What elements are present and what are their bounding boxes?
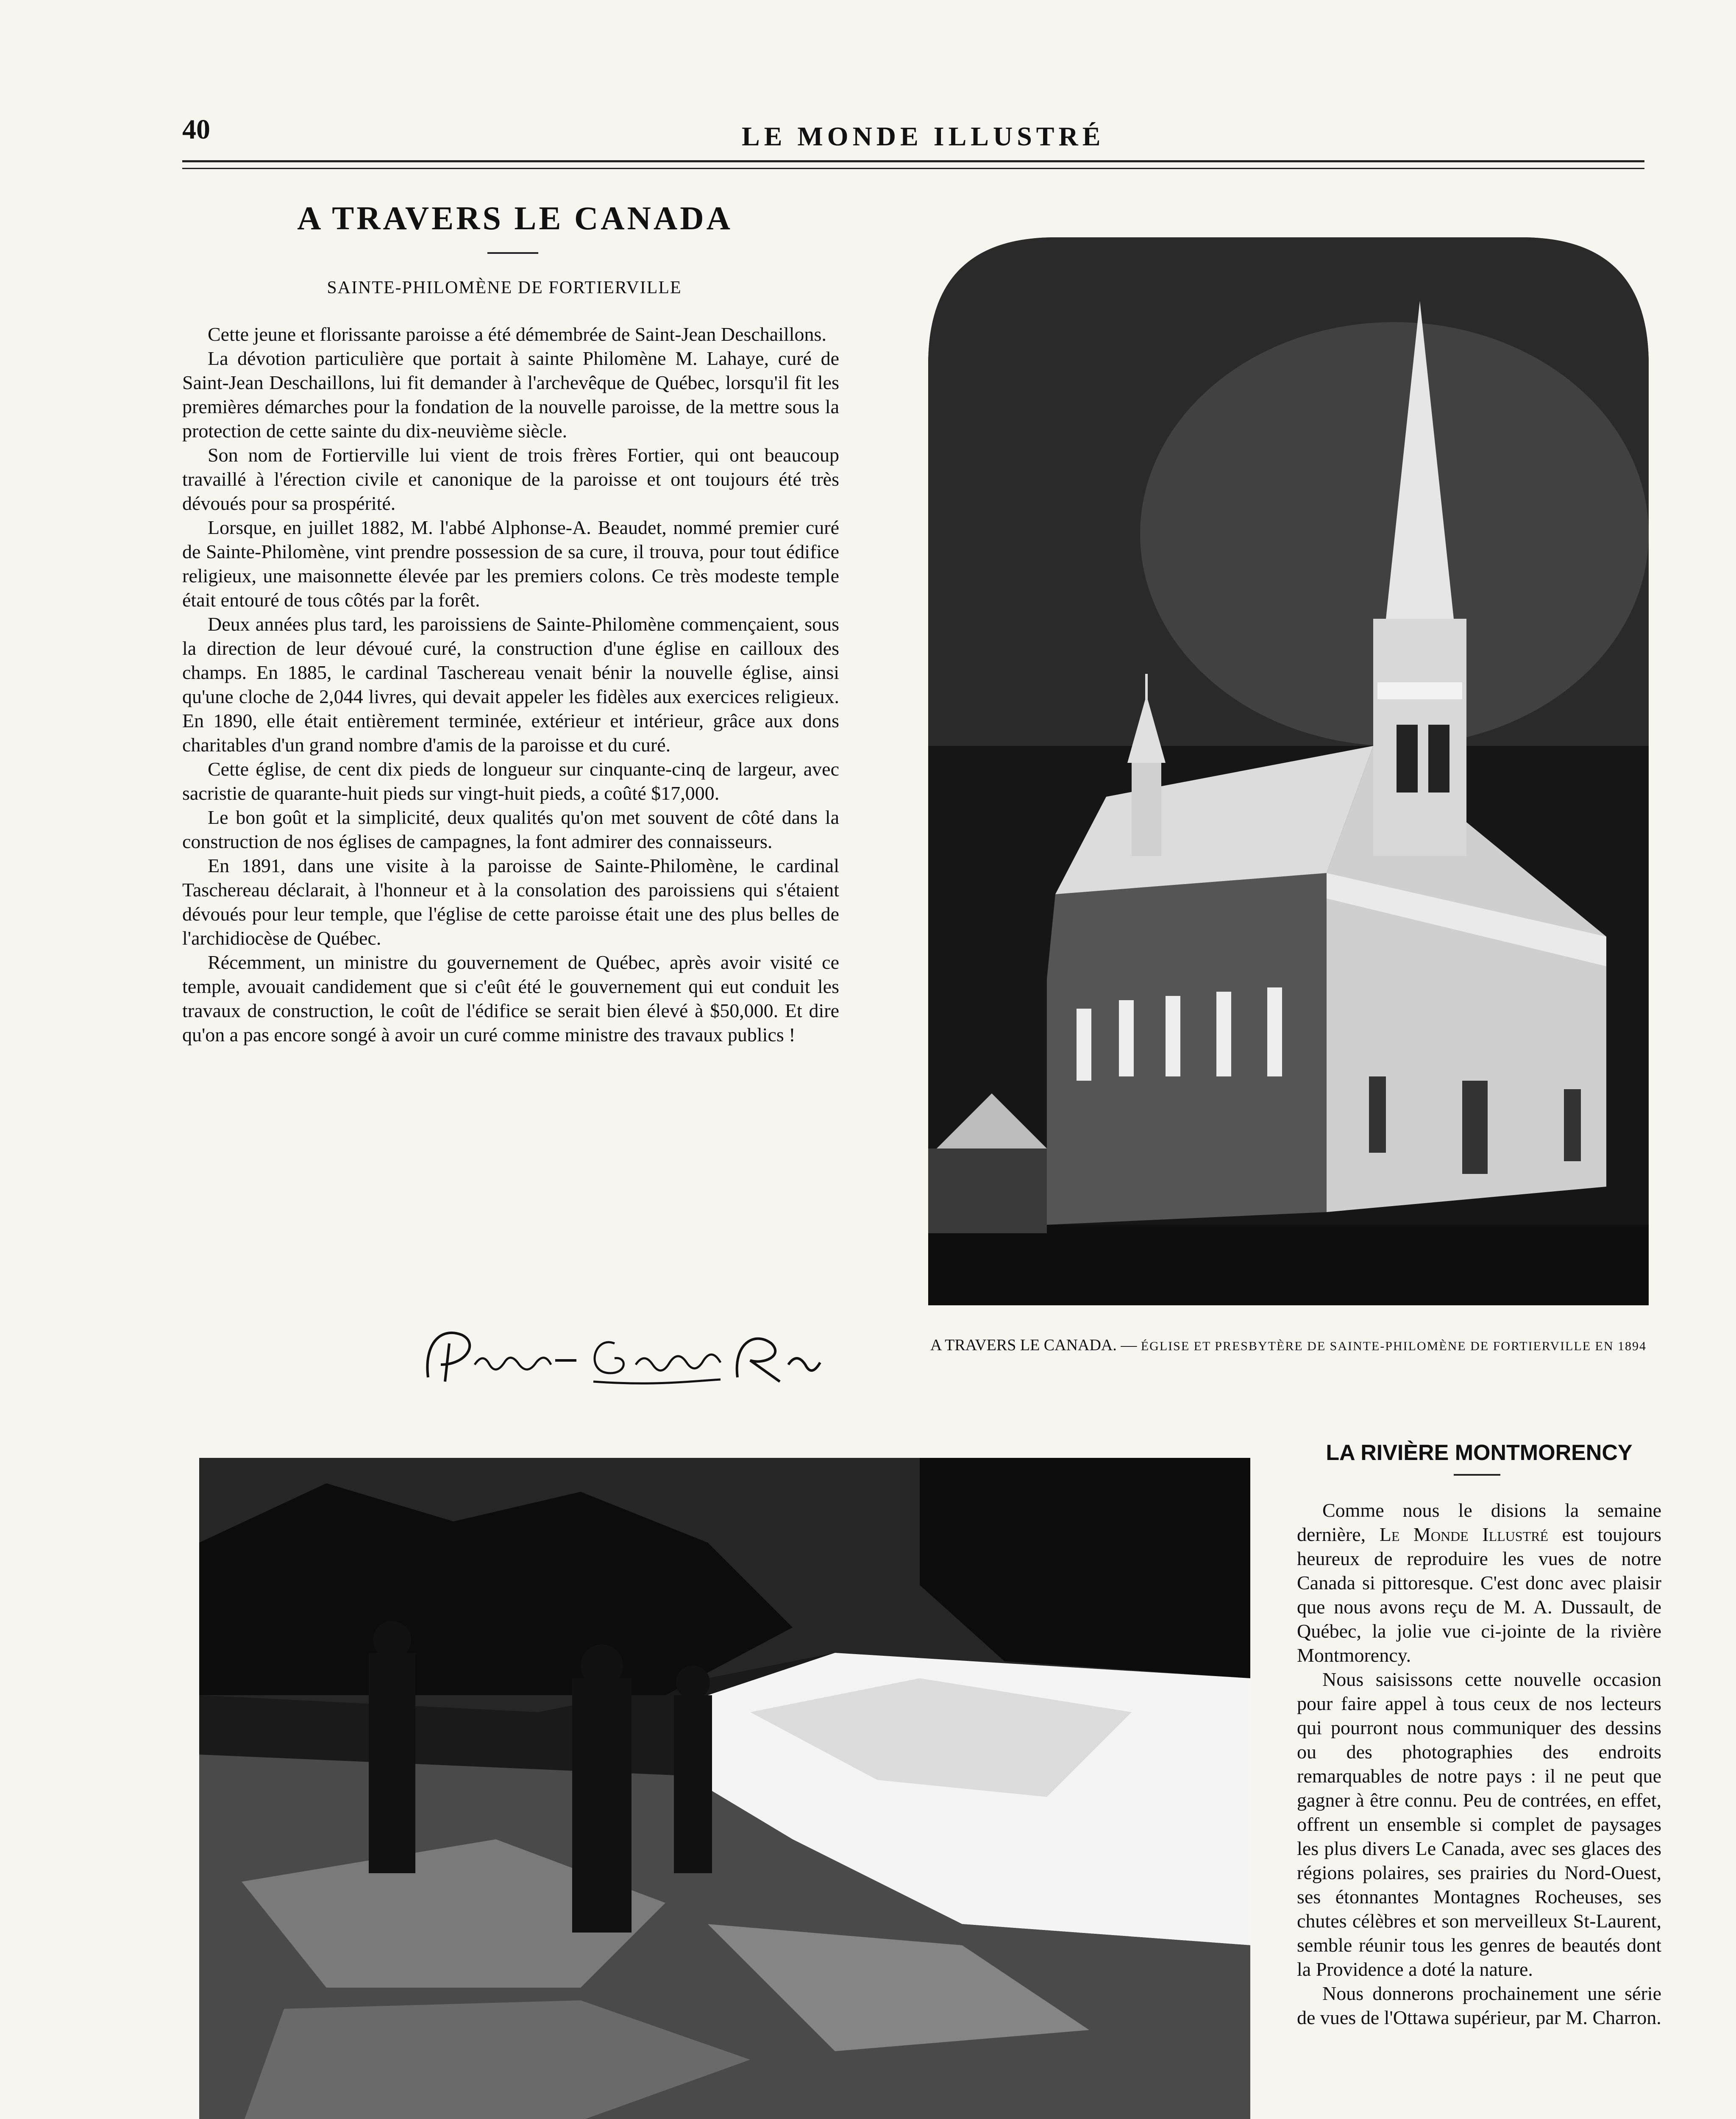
sidebar-title-divider bbox=[1454, 1474, 1500, 1476]
article-title: A TRAVERS LE CANADA bbox=[297, 200, 733, 236]
sidebar-text-segment: Comme nous le disions la semaine dernière, bbox=[1297, 1499, 1661, 1545]
church-caption-text: ÉGLISE ET PRESBYTÈRE DE SAINTE-PHILOMÈNE DE FORTIERVILLE EN 1894 bbox=[1141, 1339, 1647, 1353]
article-paragraph: Lorsque, en juillet 1882, M. l'abbé Alphonse-A. Beaudet, nommé premier curé de Sainte-Philomène, vint prendre possession de sa cure, il trouva, pour tout édifice religieux, une maisonnette élevée par les premiers colons. Ce très modeste temple était entouré de tous côtés par la forêt. bbox=[182, 517, 839, 611]
article-subtitle: SAINTE-PHILOMÈNE DE FORTIERVILLE bbox=[327, 278, 682, 298]
author-signature bbox=[415, 1318, 831, 1394]
article-paragraph: Cette jeune et florissante paroisse a été démembrée de Saint-Jean Deschaillons. bbox=[208, 323, 826, 345]
article-body bbox=[182, 322, 839, 1047]
article-paragraph: La dévotion particulière que portait à sainte Philomène M. Lahaye, curé de Saint-Jean Deschaillons, lui fit demander à l'archevêque de Québec, lorsqu'il fit les premières démarches pour la fondation de la nouvelle paroisse, de la mettre sous la protection de cette sainte du dix-neuvième siècle. bbox=[182, 348, 839, 442]
article-paragraph: Deux années plus tard, les paroissiens de Sainte-Philomène commençaient, sous la direction de leur dévoué curé, la construction d'une église en cailloux des champs. En 1885, le cardinal Taschereau venait bénir la nouvelle église, ainsi qu'une cloche de 2,044 livres, qui devait appeler les fidèles aux exercices religieux. En 1890, elle était entièrement terminée, extérieur et intérieur, grâce aux dons charitables d'un grand nombre d'amis de la paroisse et du curé. bbox=[182, 613, 839, 756]
title-divider bbox=[487, 252, 538, 254]
masthead: LE MONDE ILLUSTRÉ bbox=[742, 121, 1105, 151]
sidebar-paragraph: Nous saisissons cette nouvelle occasion pour faire appel à tous ceux de nos lecteurs qui pourront nous communiquer des dessins ou des photographies des endroits remarquables de notre pays : il ne peut que gagner à être connu. Peu de contrées, en effet, offrent un ensemble si complet de paysages les plus divers Le Canada, avec ses glaces des régions polaires, ses prairies du Nord-Ouest, ses étonnantes Montagnes Rocheuses, ses chutes célèbres et son merveilleux St-Laurent, semble réunir tous les genres de beautés dont la Providence a doté la nature. bbox=[1297, 1669, 1661, 1980]
article-paragraph: Cette église, de cent dix pieds de longueur sur cinquante-cinq de largeur, avec sacristie de quarante-huit pieds sur vingt-huit pieds, a coûté $17,000. bbox=[182, 758, 839, 804]
sidebar-body bbox=[1297, 1498, 1661, 2030]
article-paragraph: Le bon goût et la simplicité, deux qualités qu'on met souvent de côté dans la construction de nos églises de campagnes, la font admirer des connaisseurs. bbox=[182, 806, 839, 852]
river-photograph bbox=[199, 1458, 1250, 2119]
sidebar-paragraph: Nous donnerons prochainement une série de vues de l'Ottawa supérieur, par M. Charron. bbox=[1297, 1983, 1661, 2028]
page-number: 40 bbox=[182, 114, 210, 145]
church-photograph bbox=[928, 237, 1649, 1305]
journal-name: Le Monde Illustré bbox=[1379, 1524, 1549, 1545]
sidebar-title: LA RIVIÈRE MONTMORENCY bbox=[1326, 1440, 1633, 1465]
sidebar-paragraph bbox=[1297, 1498, 1661, 1667]
sidebar-text-segment: est toujours heureux de reproduire les vues de notre Canada si pittoresque. C'est donc avec plaisir que nous avons reçu de M. A. Dussault, de Québec, la jolie vue ci-jointe de la rivière Montmorency. bbox=[1297, 1524, 1662, 1666]
article-paragraph: En 1891, dans une visite à la paroisse de Sainte-Philomène, le cardinal Taschereau déclarait, à l'honneur et à la consolation des paroissiens qui s'étaient dévoués pour leur temple, que l'église de cette paroisse était une des plus belles de l'archidiocèse de Québec. bbox=[182, 855, 839, 949]
church-caption bbox=[915, 1334, 1661, 1357]
header-rule bbox=[182, 160, 1644, 162]
header-rule-secondary bbox=[182, 168, 1644, 169]
article-paragraph: Son nom de Fortierville lui vient de trois frères Fortier, qui ont beaucoup travaillé à l'érection civile et canonique de la paroisse et ont toujours été très dévoués pour sa prospérité. bbox=[182, 444, 839, 514]
church-caption-lead: A TRAVERS LE CANADA. — bbox=[930, 1336, 1137, 1354]
article-paragraph: Récemment, un ministre du gouvernement de Québec, après avoir visité ce temple, avouait candidement que si c'eût été le gouvernement qui eut conduit les travaux de construction, le coût de l'édifice se serait bien élevé à $50,000. Et dire qu'on a pas encore songé à avoir un curé comme ministre des travaux publics ! bbox=[182, 951, 839, 1046]
